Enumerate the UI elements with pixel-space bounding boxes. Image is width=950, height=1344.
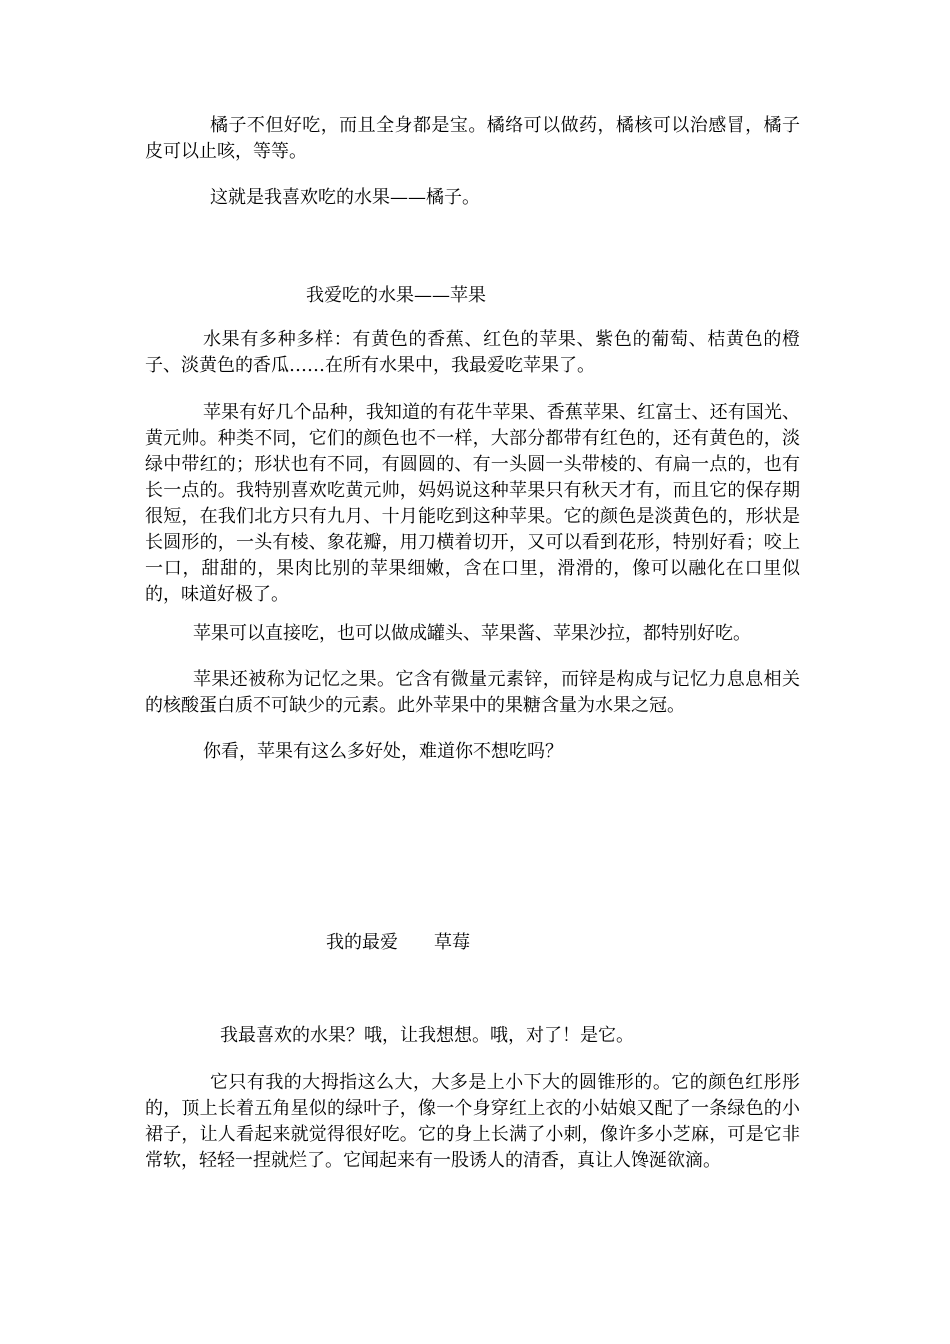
orange-paragraph-2: 这就是我喜欢吃的水果——橘子。 bbox=[210, 187, 480, 208]
apple-paragraph-1: 水果有多种多样：有黄色的香蕉、红色的苹果、紫色的葡萄、桔黄色的橙子、淡黄色的香瓜……在所有水果中，我最爱吃苹果了。 bbox=[145, 329, 800, 376]
apple-paragraph-3: 苹果可以直接吃，也可以做成罐头、苹果酱、苹果沙拉，都特别好吃。 bbox=[193, 623, 751, 644]
apple-paragraph-2: 苹果有好几个品种，我知道的有花牛苹果、香蕉苹果、红富士、还有国光、黄元帅。种类不同，它们的颜色也不一样，大部分都带有红色的，还有黄色的，淡绿中带红的；形状也有不同，有圆圆的、有一头圆一头带棱的、有扁一点的，也有长一点的。我特别喜欢吃黄元帅，妈妈说这种苹果只有秋天才有，而且它的保存期很短，在我们北方只有九月、十月能吃到这种苹果。它的颜色是淡黄色的，形状是长圆形的，一头有棱、象花瓣，用刀横着切开，又可以看到花形，特别好看；咬上一口，甜甜的，果肉比别的苹果细嫩，含在口里，滑滑的，像可以融化在口里似的，味道好极了。 bbox=[145, 402, 800, 605]
strawberry-paragraph-2: 它只有我的大拇指这么大，大多是上小下大的圆锥形的。它的颜色红彤彤的，顶上长着五角星似的绿叶子，像一个身穿红上衣的小姑娘又配了一条绿色的小裙子，让人看起来就觉得很好吃。它的身上长满了小刺，像许多小芝麻，可是它非常软，轻轻一捏就烂了。它闻起来有一股诱人的清香，真让人馋涎欲滴。 bbox=[145, 1072, 800, 1171]
apple-paragraph-5: 你看，苹果有这么多好处，难道你不想吃吗？ bbox=[203, 741, 563, 762]
orange-paragraph-1: 橘子不但好吃，而且全身都是宝。橘络可以做药，橘核可以治感冒，橘子皮可以止咳，等等。 bbox=[145, 115, 800, 162]
apple-paragraph-4: 苹果还被称为记忆之果。它含有微量元素锌，而锌是构成与记忆力息息相关的核酸蛋白质不可缺少的元素。此外苹果中的果糖含量为水果之冠。 bbox=[145, 669, 800, 716]
apple-section-title: 我爱吃的水果——苹果 bbox=[306, 285, 486, 306]
strawberry-section-title: 我的最爱 草莓 bbox=[326, 932, 470, 953]
strawberry-paragraph-1: 我最喜欢的水果？哦，让我想想。哦，对了！是它。 bbox=[220, 1025, 634, 1046]
